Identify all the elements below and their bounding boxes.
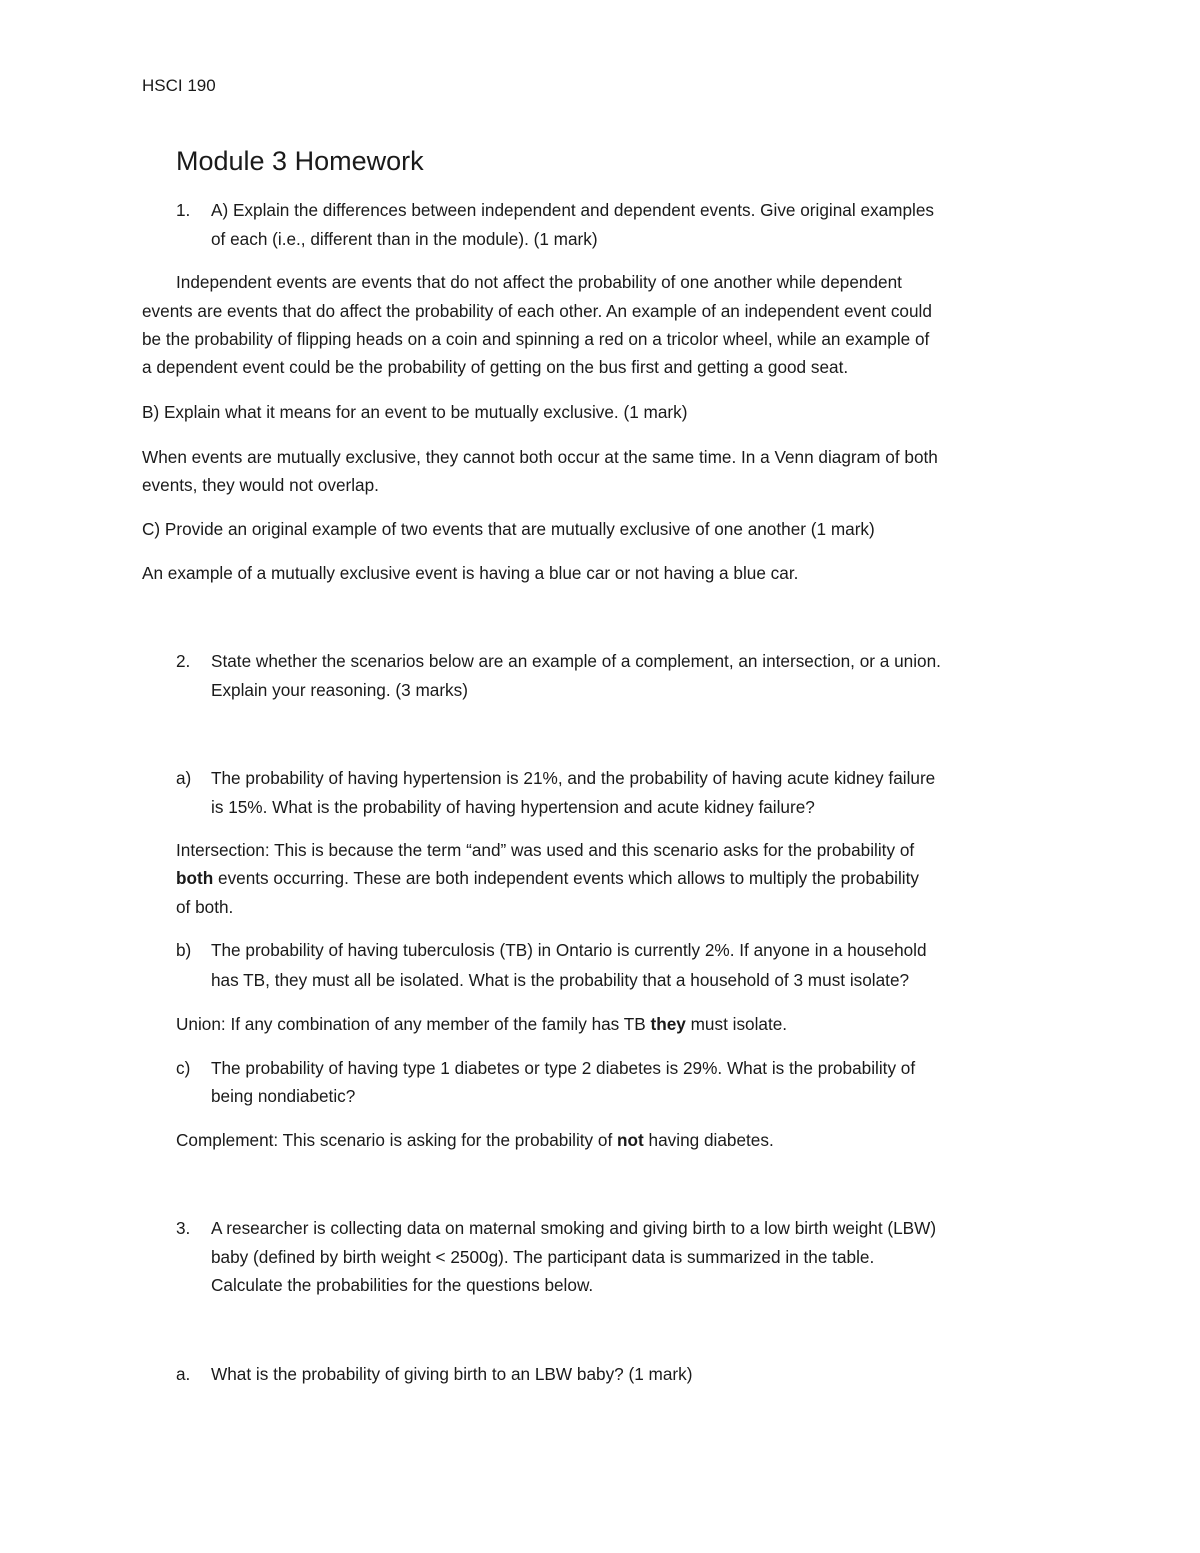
question-2b-label: b) xyxy=(176,940,192,960)
question-2a-label: a) xyxy=(176,768,192,788)
question-2b-line-1: The probability of having tuberculosis (TB) in Ontario is currently 2%. If anyone in a household xyxy=(211,940,927,960)
answer-1a-line-2: events are events that do affect the probability of each other. An example of an independent event could xyxy=(142,301,932,321)
question-3a-text: What is the probability of giving birth to an LBW baby? (1 mark) xyxy=(211,1364,693,1384)
answer-2b-emphasis: they xyxy=(650,1014,686,1034)
question-3-line-2: baby (defined by birth weight < 2500g). The participant data is summarized in the table. xyxy=(211,1247,875,1267)
answer-2a-line-1: Intersection: This is because the term “and” was used and this scenario asks for the probability of xyxy=(176,840,915,860)
question-1-number: 1. xyxy=(176,200,191,220)
question-2c-label: c) xyxy=(176,1058,191,1078)
answer-1a-line-1: Independent events are events that do not affect the probability of one another while dependent xyxy=(176,272,902,292)
answer-2c xyxy=(176,1126,1056,1155)
answer-2b-prefix: Union: If any combination of any member of the family has TB xyxy=(176,1014,651,1034)
question-2b-line-2: has TB, they must all be isolated. What is the probability that a household of 3 must isolate? xyxy=(211,970,910,990)
page-title: Module 3 Homework xyxy=(176,146,424,176)
answer-2a-line-2-rest: events occurring. These are both independent events which allows to multiply the probability xyxy=(213,868,919,888)
question-1-text-line-1: A) Explain the differences between independent and dependent events. Give original examples xyxy=(211,200,934,220)
answer-2c-emphasis: not xyxy=(617,1130,644,1150)
question-2-text-line-2: Explain your reasoning. (3 marks) xyxy=(211,680,468,700)
answer-2c-suffix: having diabetes. xyxy=(643,1130,774,1150)
question-2c-line-2: being nondiabetic? xyxy=(211,1086,356,1106)
answer-1a-line-4: a dependent event could be the probability of getting on the bus first and getting a good seat. xyxy=(142,357,849,377)
answer-1b-line-1: When events are mutually exclusive, they cannot both occur at the same time. In a Venn diagram of both xyxy=(142,447,938,467)
question-2c-line-1: The probability of having type 1 diabetes or type 2 diabetes is 29%. What is the probability of xyxy=(211,1058,916,1078)
answer-1c: An example of a mutually exclusive event is having a blue car or not having a blue car. xyxy=(142,563,799,583)
answer-1a-line-3: be the probability of flipping heads on a coin and spinning a red on a tricolor wheel, while an example of xyxy=(142,329,930,349)
question-3-line-3: Calculate the probabilities for the questions below. xyxy=(211,1275,594,1295)
question-3a-label: a. xyxy=(176,1364,191,1384)
answer-2a-line-2 xyxy=(176,864,1056,893)
question-3-number: 3. xyxy=(176,1218,191,1238)
question-1c: C) Provide an original example of two events that are mutually exclusive of one another (1 mark) xyxy=(142,519,875,539)
answer-2a-emphasis: both xyxy=(176,868,214,888)
answer-2a-line-3: of both. xyxy=(176,897,234,917)
answer-2b-suffix: must isolate. xyxy=(685,1014,788,1034)
question-2-number: 2. xyxy=(176,651,191,671)
question-2-text-line-1: State whether the scenarios below are an example of a complement, an intersection, or a union. xyxy=(211,651,941,671)
course-header: HSCI 190 xyxy=(142,76,216,95)
question-2a-line-1: The probability of having hypertension is 21%, and the probability of having acute kidney failure xyxy=(211,768,936,788)
answer-1b-line-2: events, they would not overlap. xyxy=(142,475,379,495)
question-2a-line-2: is 15%. What is the probability of having hypertension and acute kidney failure? xyxy=(211,797,815,817)
question-1-text-line-2: of each (i.e., different than in the module). (1 mark) xyxy=(211,229,598,249)
question-1b: B) Explain what it means for an event to be mutually exclusive. (1 mark) xyxy=(142,402,688,422)
question-3-line-1: A researcher is collecting data on maternal smoking and giving birth to a low birth weight (LBW) xyxy=(211,1218,937,1238)
answer-2c-prefix: Complement: This scenario is asking for the probability of xyxy=(176,1130,618,1150)
answer-2b xyxy=(176,1010,1056,1039)
